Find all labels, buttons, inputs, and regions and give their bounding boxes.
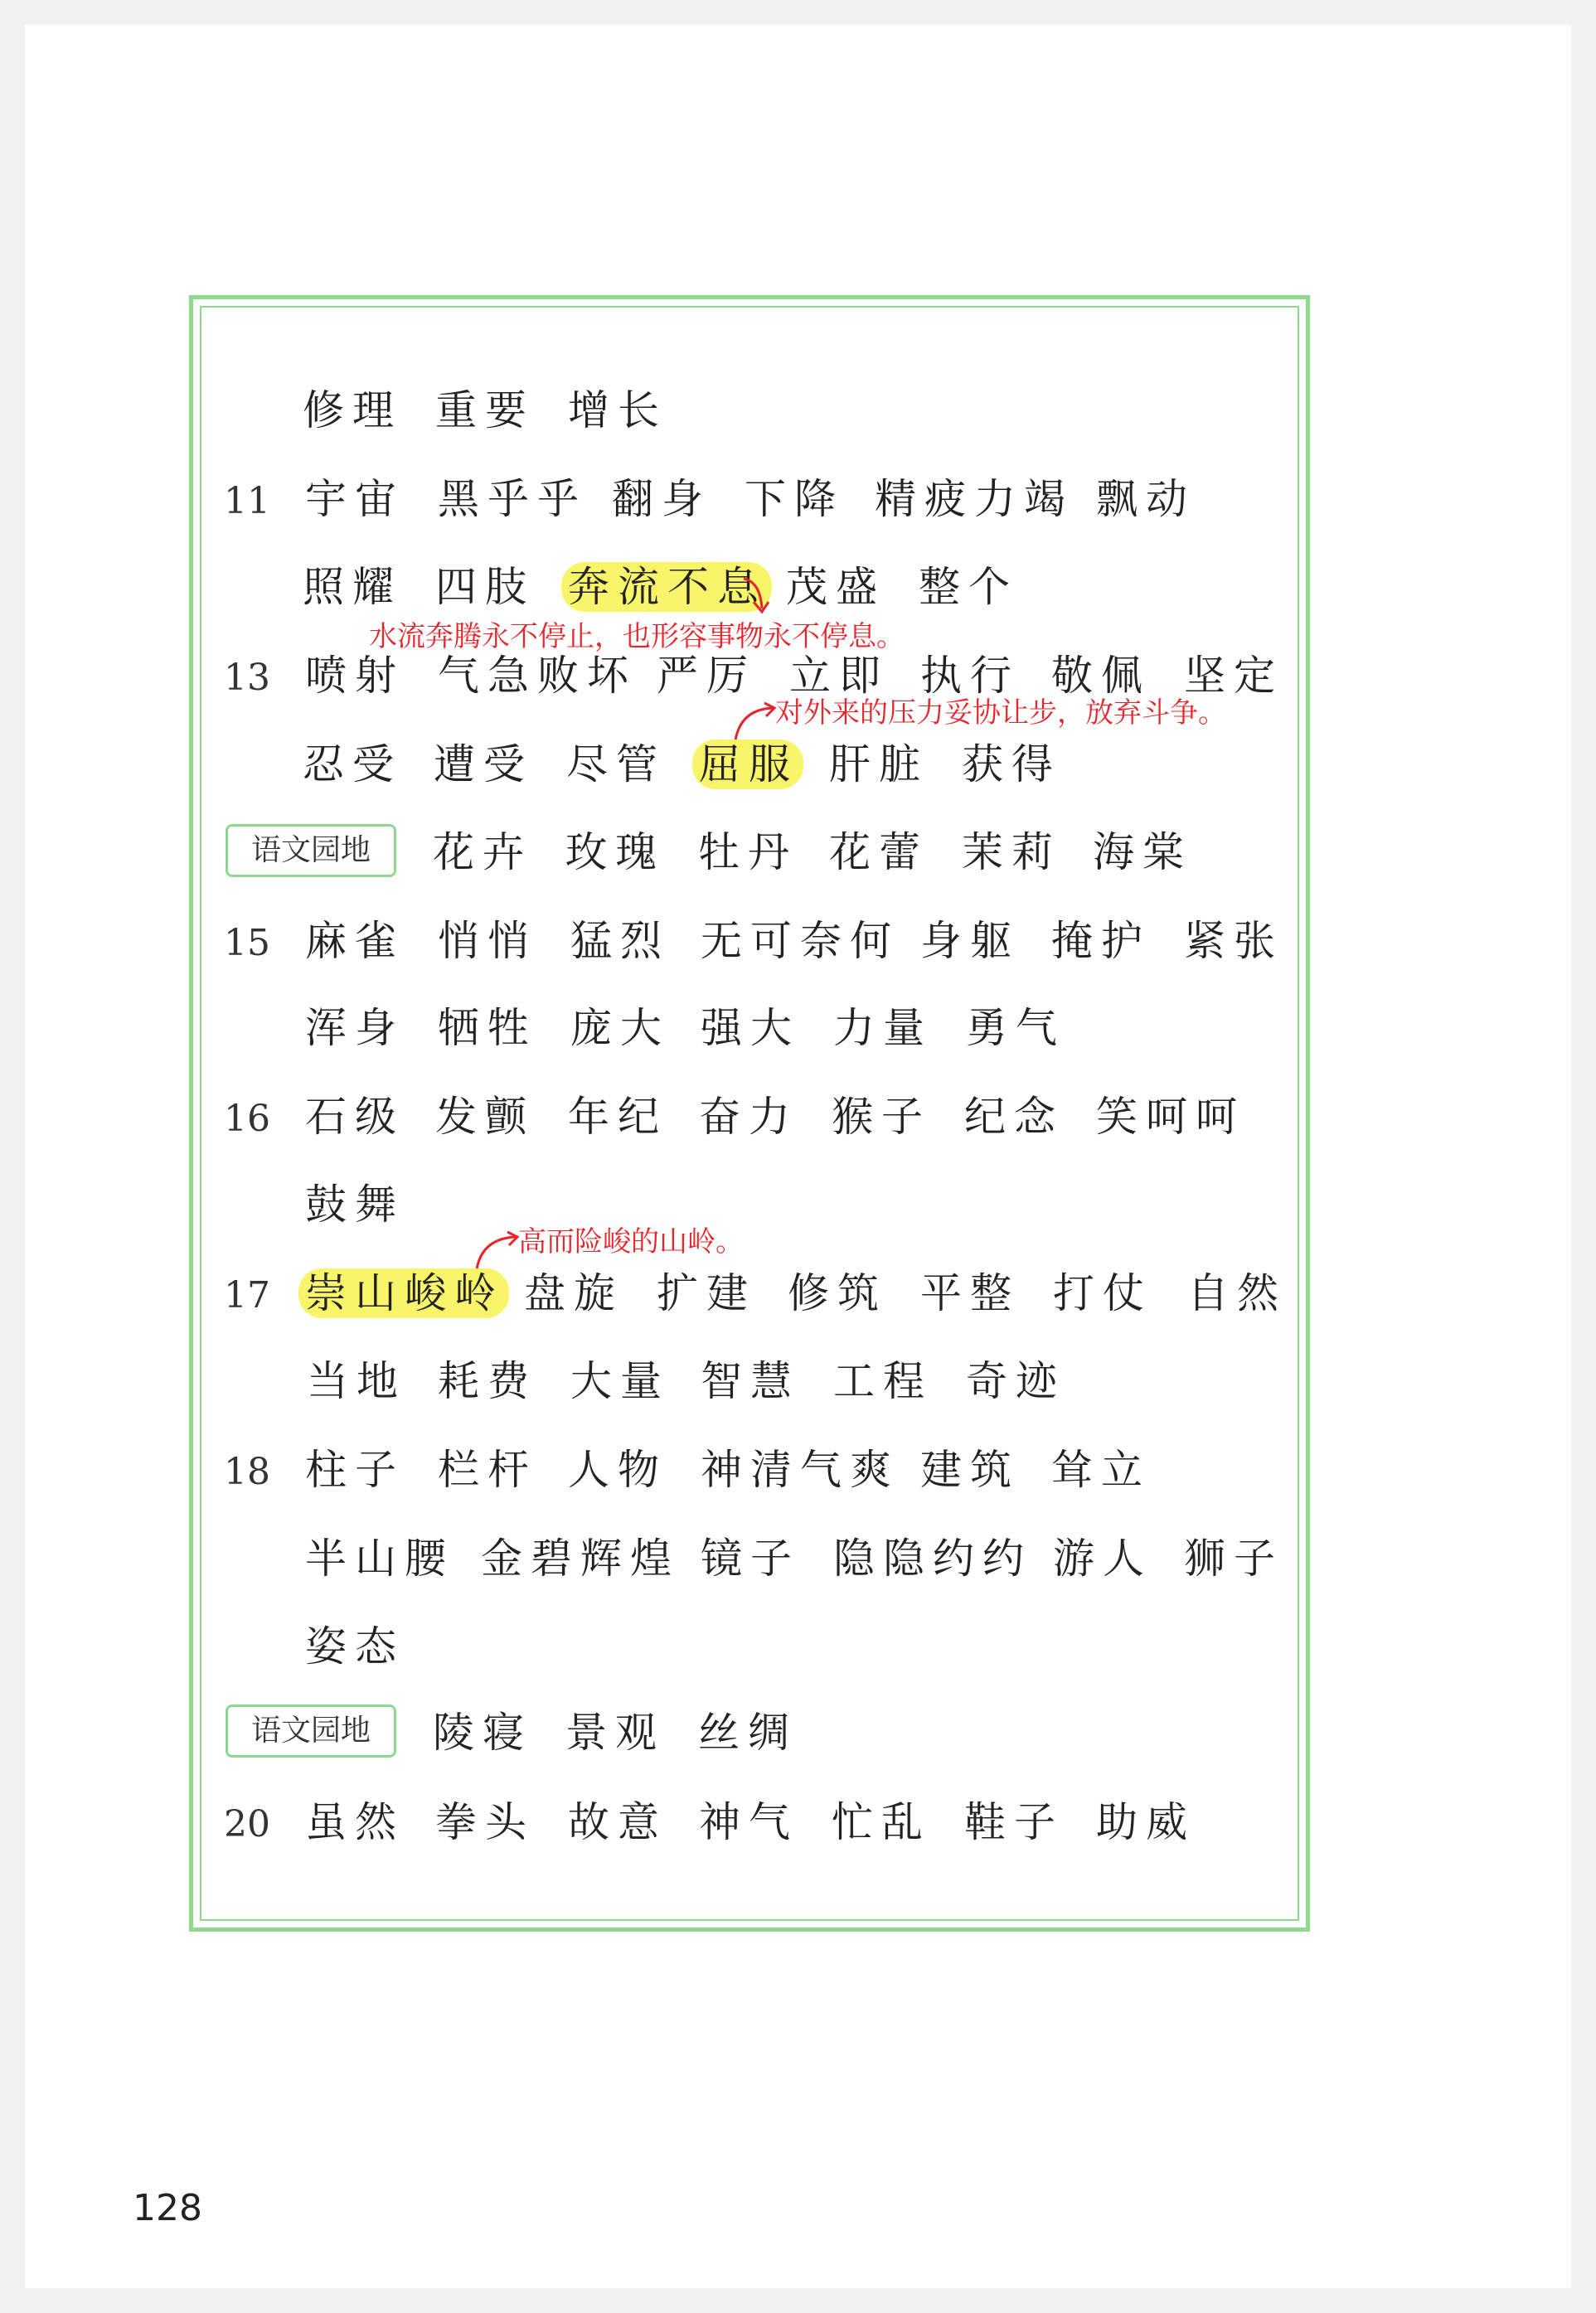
vocab-word: 平整 [920,1269,1020,1317]
vocab-word: 海棠 [1093,828,1192,876]
vocab-word: 坚定 [1184,652,1283,700]
vocab-word: 耗费 [438,1357,537,1405]
vocab-word: 忍受 [303,740,402,788]
vocab-word: 茂盛 [786,563,885,611]
vocab-word: 遭受 [434,740,533,788]
vocab-word: 鞋子 [964,1798,1064,1846]
vocab-word: 执行 [920,652,1020,700]
vocab-word: 四肢 [435,563,535,611]
vocab-word: 尽管 [566,740,666,788]
vocab-row [0,466,1596,532]
section-tag: 语文园地 [226,1704,396,1758]
vocab-word: 下降 [745,475,844,523]
vocab-row [0,1525,1596,1592]
vocab-row [0,1348,1596,1414]
vocab-row [0,908,1596,974]
vocab-word: 工程 [833,1357,933,1405]
vocab-word: 修理 [303,386,402,434]
vocab-word: 打仗 [1053,1269,1152,1317]
vocab-word: 气急败坏 [438,652,637,700]
vocab-word: 宇宙 [305,475,405,523]
vocab-word: 神气 [699,1798,798,1846]
vocab-word: 增长 [568,386,667,434]
vocab-word: 笑呵呵 [1096,1093,1245,1141]
vocab-word: 照耀 [303,563,402,611]
vocab-word: 肝脏 [829,740,929,788]
vocab-word: 奋力 [699,1093,798,1141]
vocab-word: 鼓舞 [305,1181,405,1229]
vocab-word: 掩护 [1051,917,1151,965]
vocab-word: 强大 [701,1004,800,1052]
vocab-word: 大量 [570,1357,670,1405]
vocab-word: 自然 [1187,1269,1287,1317]
vocab-row [0,1171,1596,1238]
highlighted-word: 奔流不息 [561,562,772,612]
vocab-word: 勇气 [966,1004,1065,1052]
vocab-word: 拳头 [435,1798,535,1846]
vocab-row [0,731,1596,798]
vocab-word: 茉莉 [962,828,1061,876]
annotation-note: 高而险峻的山岭。 [518,1225,744,1258]
vocab-word: 牡丹 [698,828,798,876]
vocab-word: 无可奈何 [701,917,900,965]
vocab-word: 敬佩 [1051,652,1151,700]
vocab-word: 栏杆 [438,1446,537,1494]
vocab-word: 神清气爽 [701,1446,900,1494]
vocab-word: 重要 [435,386,535,434]
vocab-word: 立即 [789,652,889,700]
vocab-word: 获得 [962,740,1061,788]
vocab-word: 力量 [833,1004,933,1052]
page-number: 128 [133,2187,202,2229]
annotation-note: 水流奔腾永不停止，也形容事物永不停息。 [369,620,905,653]
vocab-word: 修筑 [788,1269,887,1317]
lesson-number: 13 [224,657,270,699]
vocab-word: 翻身 [612,475,711,523]
vocab-word: 花卉 [433,828,532,876]
vocab-word: 隐隐约约 [833,1535,1032,1583]
vocab-word: 黑乎乎 [438,475,587,523]
vocab-word: 牺牲 [438,1004,537,1052]
vocab-word: 柱子 [305,1446,405,1494]
vocab-word: 虽然 [305,1798,405,1846]
vocab-word: 猛烈 [570,917,670,965]
section-tag: 语文园地 [226,824,396,877]
vocab-word: 精疲力竭 [875,475,1074,523]
vocab-row [0,554,1596,620]
vocab-word: 纪念 [964,1093,1064,1141]
lesson-number: 11 [224,480,270,522]
vocab-word: 盘旋 [524,1269,623,1317]
vocab-row [0,819,1596,885]
vocab-word: 悄悄 [438,917,537,965]
vocab-word: 石级 [305,1093,405,1141]
lesson-number: 15 [224,922,270,964]
annotation-arrow-icon [742,572,775,622]
vocab-word: 玫瑰 [565,828,665,876]
vocab-word: 陵寝 [433,1709,532,1757]
vocab-word: 紧张 [1184,917,1283,965]
vocab-word: 姿态 [305,1622,405,1670]
vocab-word: 建筑 [920,1446,1020,1494]
vocab-word: 智慧 [701,1357,800,1405]
vocab-word: 金碧辉煌 [481,1535,680,1583]
vocab-word: 故意 [568,1798,667,1846]
vocab-word: 庞大 [570,1004,670,1052]
vocab-word: 花蕾 [829,828,929,876]
vocab-word: 丝绸 [698,1709,798,1757]
vocab-row [0,1789,1596,1855]
vocab-word: 忙乱 [832,1798,931,1846]
vocab-word: 严厉 [657,652,756,700]
lesson-number: 16 [224,1098,270,1140]
highlighted-word: 崇山峻岭 [298,1268,509,1318]
vocab-word: 人物 [568,1446,667,1494]
vocab-word: 半山腰 [305,1535,454,1583]
highlighted-word: 屈服 [692,739,803,789]
vocab-word: 助威 [1096,1798,1196,1846]
annotation-note: 对外来的压力妥协让步，放弃斗争。 [775,696,1226,730]
vocab-word: 飘动 [1096,475,1196,523]
lesson-number: 17 [224,1274,270,1317]
vocab-word: 年纪 [568,1093,667,1141]
vocab-word: 镜子 [701,1535,800,1583]
vocab-word: 景观 [565,1709,665,1757]
vocab-row [0,995,1596,1061]
vocab-row [0,1700,1596,1766]
vocab-word: 整个 [919,563,1018,611]
vocab-word: 狮子 [1184,1535,1283,1583]
vocab-row [0,377,1596,444]
vocab-word: 扩建 [657,1269,756,1317]
vocab-row [0,1084,1596,1150]
vocab-word: 喷射 [305,652,405,700]
vocab-word: 浑身 [305,1004,405,1052]
vocab-word: 麻雀 [305,917,405,965]
vocab-word: 当地 [307,1357,406,1405]
vocab-row [0,1437,1596,1503]
lesson-number: 18 [224,1451,270,1493]
vocab-row [0,1613,1596,1680]
vocab-word: 猴子 [832,1093,931,1141]
vocab-word: 耸立 [1051,1446,1151,1494]
vocab-word: 身躯 [920,917,1020,965]
vocab-word: 奇迹 [966,1357,1065,1405]
vocab-word: 游人 [1053,1535,1152,1583]
vocab-row [0,1260,1596,1326]
vocab-word: 发颤 [435,1093,535,1141]
lesson-number: 20 [224,1803,270,1845]
